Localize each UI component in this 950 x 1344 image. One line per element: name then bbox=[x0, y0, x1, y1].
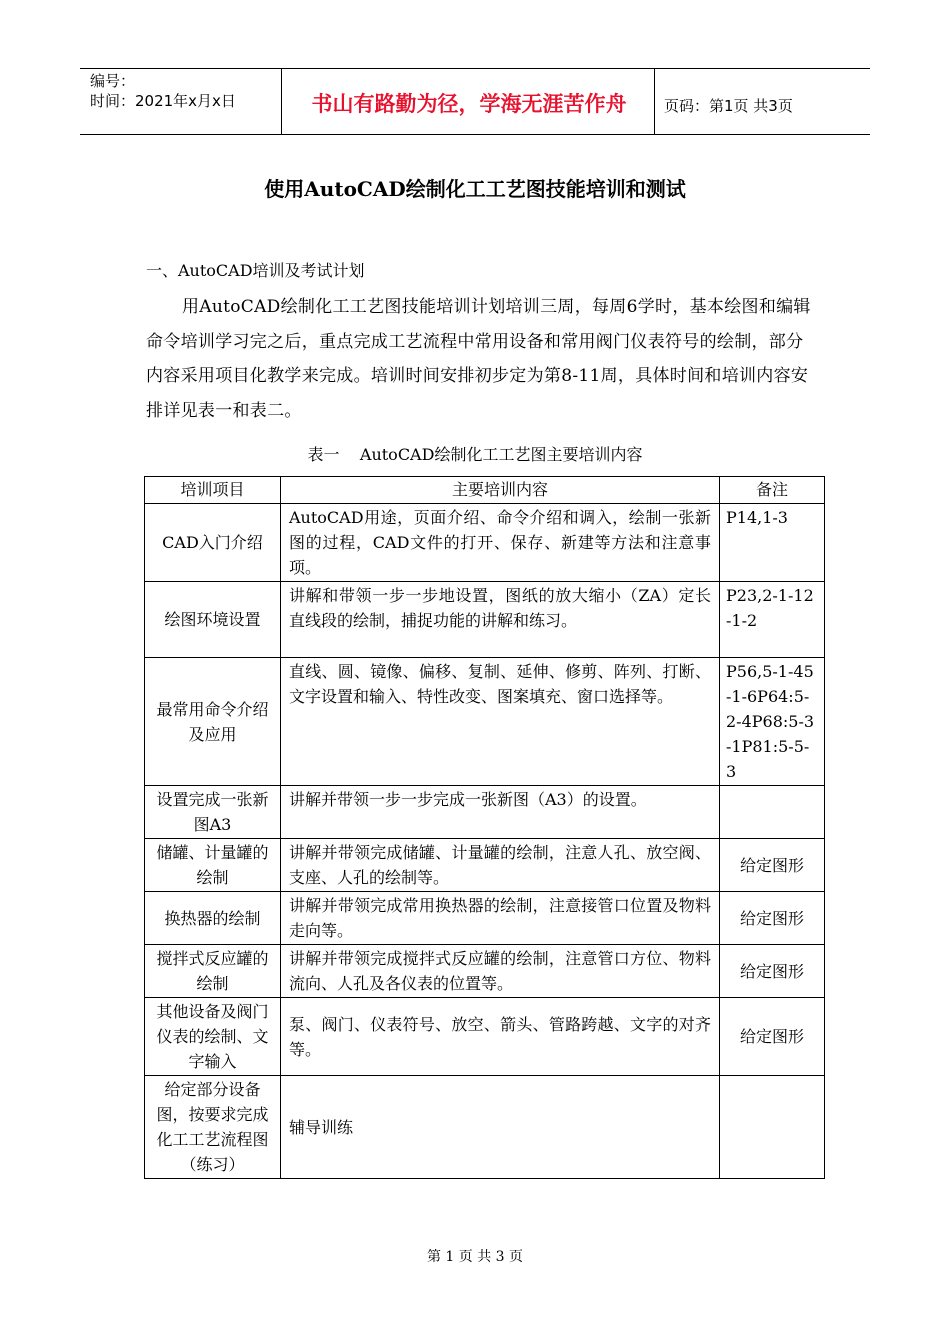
header-top-rule bbox=[80, 68, 870, 69]
row-content: 讲解并带领完成储罐、计量罐的绘制，注意人孔、放空阀、支座、人孔的绘制等。 bbox=[281, 839, 720, 892]
row-note: 给定图形 bbox=[720, 998, 825, 1076]
section-heading: 一、AutoCAD培训及考试计划 bbox=[146, 261, 365, 280]
body-paragraph: 用AutoCAD绘制化工工艺图技能培训计划培训三周，每周6学时，基本绘图和编辑命令培训学习完之后，重点完成工艺流程中常用设备和常用阀门仪表符号的绘制，部分内容采用项目化教学来完成。培训时间安排初步定为第8-11周，具体时间和培训内容安排详见表一和表二。 bbox=[146, 297, 811, 421]
row-item: 绘图环境设置 bbox=[145, 582, 281, 658]
header-bottom-rule bbox=[80, 134, 870, 135]
row-item: 储罐、计量罐的绘制 bbox=[145, 839, 281, 892]
row-note: 给定图形 bbox=[720, 945, 825, 998]
row-note: 给定图形 bbox=[720, 839, 825, 892]
row-item: 给定部分设备图，按要求完成化工工艺流程图（练习） bbox=[145, 1076, 281, 1179]
header-cell-item: 培训项目 bbox=[145, 477, 281, 504]
row-content: 讲解并带领完成常用换热器的绘制，注意接管口位置及物料走向等。 bbox=[281, 892, 720, 945]
row-item: 搅拌式反应罐的绘制 bbox=[145, 945, 281, 998]
row-note bbox=[720, 786, 825, 839]
row-content: 泵、阀门、仪表符号、放空、箭头、管路跨越、文字的对齐等。 bbox=[281, 998, 720, 1076]
table-header-row bbox=[145, 477, 825, 504]
table-row bbox=[145, 504, 825, 582]
row-note: 给定图形 bbox=[720, 892, 825, 945]
table-caption: 表一 AutoCAD绘制化工工艺图主要培训内容 bbox=[307, 445, 643, 464]
table-row bbox=[145, 892, 825, 945]
table-row bbox=[145, 582, 825, 658]
document-title: 使用AutoCAD绘制化工工艺图技能培训和测试 bbox=[264, 177, 686, 201]
header-divider-left bbox=[281, 68, 282, 135]
row-item: 其他设备及阀门仪表的绘制、文字输入 bbox=[145, 998, 281, 1076]
row-note bbox=[720, 1076, 825, 1179]
header-number-label: 编号： bbox=[90, 72, 136, 90]
row-content: 讲解并带领一步一步完成一张新图（A3）的设置。 bbox=[281, 786, 720, 839]
table-row bbox=[145, 786, 825, 839]
page-footer: 第 1 页 共 3 页 bbox=[426, 1249, 524, 1265]
header-page-label: 页码：第1页 共3页 bbox=[664, 97, 793, 115]
row-item: 设置完成一张新图A3 bbox=[145, 786, 281, 839]
row-note: P23,2-1-12-1-2 bbox=[720, 582, 825, 658]
row-content: 讲解并带领完成搅拌式反应罐的绘制，注意管口方位、物料流向、人孔及各仪表的位置等。 bbox=[281, 945, 720, 998]
table-row bbox=[145, 1076, 825, 1179]
row-item: CAD入门介绍 bbox=[145, 504, 281, 582]
row-note: P14,1-3 bbox=[720, 504, 825, 582]
table-row bbox=[145, 998, 825, 1076]
header-motto: 书山有路勤为径，学海无涯苦作舟 bbox=[311, 92, 627, 116]
header-cell-note: 备注 bbox=[720, 477, 825, 504]
row-content: AutoCAD用途，页面介绍、命令介绍和调入，绘制一张新图的过程，CAD文件的打开、保存、新建等方法和注意事项。 bbox=[281, 504, 720, 582]
table-row bbox=[145, 945, 825, 998]
row-note: P56,5-1-45-1-6P64:5-2-4P68:5-3-1P81:5-5-3 bbox=[720, 658, 825, 786]
training-content-table bbox=[144, 476, 825, 1179]
row-item: 换热器的绘制 bbox=[145, 892, 281, 945]
row-content: 辅导训练 bbox=[281, 1076, 720, 1179]
table-row bbox=[145, 658, 825, 786]
row-item: 最常用命令介绍及应用 bbox=[145, 658, 281, 786]
row-content: 讲解和带领一步一步地设置，图纸的放大缩小（ZA）定长直线段的绘制，捕捉功能的讲解和练习。 bbox=[281, 582, 720, 658]
row-content: 直线、圆、镜像、偏移、复制、延伸、修剪、阵列、打断、文字设置和输入、特性改变、图案填充、窗口选择等。 bbox=[281, 658, 720, 786]
header-cell-content: 主要培训内容 bbox=[281, 477, 720, 504]
header-date-label: 时间：2021年x月x日 bbox=[90, 92, 236, 110]
table-row bbox=[145, 839, 825, 892]
